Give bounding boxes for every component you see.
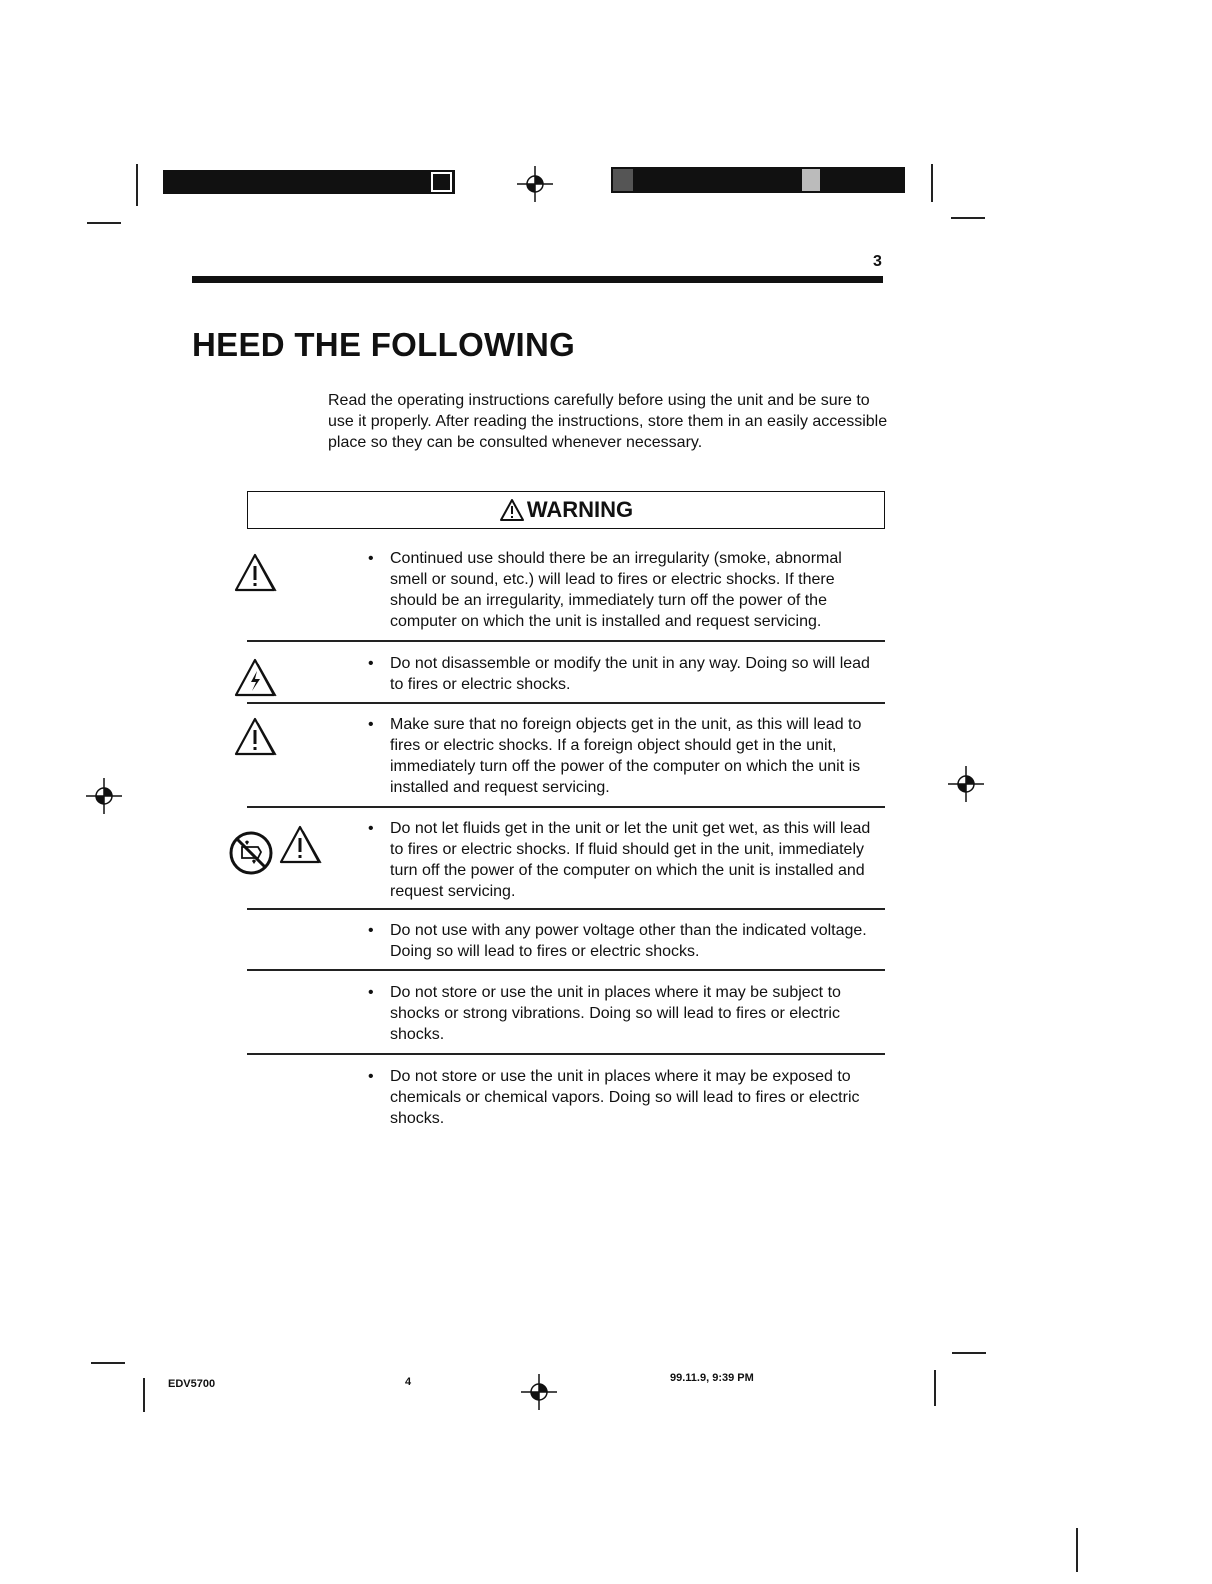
crop-mark bbox=[952, 1352, 986, 1354]
item-divider bbox=[247, 1053, 885, 1055]
crop-mark bbox=[931, 164, 933, 202]
bullet: • bbox=[368, 984, 374, 1001]
intro-paragraph: Read the operating instructions carefully before using the unit and be sure to use it properly. After reading the instructions, store them in an easily accessible place so they can be consulted whenever necessary. bbox=[328, 392, 888, 451]
warning-heading: WARNING bbox=[526, 497, 634, 522]
registration-bar-dark-block bbox=[613, 169, 633, 191]
item-divider bbox=[247, 640, 885, 642]
warning-item-text: Do not use with any power voltage other than the indicated voltage. Doing so will lead to fires or electric shocks. bbox=[390, 922, 867, 960]
footer-model: EDV5700 bbox=[168, 1378, 216, 1390]
item-divider bbox=[247, 969, 885, 971]
crop-mark bbox=[934, 1370, 936, 1406]
bullet: • bbox=[368, 820, 374, 837]
electric-shock-icon bbox=[233, 657, 277, 699]
crop-mark bbox=[136, 164, 138, 206]
registration-box bbox=[431, 172, 452, 192]
bullet: • bbox=[368, 655, 374, 672]
page-title: HEED THE FOLLOWING bbox=[192, 326, 576, 363]
caution-icon bbox=[499, 498, 525, 522]
caution-icon bbox=[233, 716, 277, 758]
registration-target-icon bbox=[948, 766, 984, 802]
header-rule bbox=[192, 276, 883, 283]
page-number: 3 bbox=[873, 253, 882, 270]
caution-icon bbox=[233, 552, 277, 594]
registration-bar-left bbox=[163, 170, 421, 194]
registration-bar-light-block bbox=[802, 169, 820, 191]
crop-mark bbox=[143, 1378, 145, 1412]
bullet: • bbox=[368, 922, 374, 939]
crop-mark bbox=[91, 1362, 125, 1364]
footer-timestamp: 99.11.9, 9:39 PM bbox=[670, 1372, 754, 1384]
crop-mark bbox=[1076, 1528, 1078, 1572]
footer-print-page: 4 bbox=[405, 1376, 412, 1388]
registration-target-icon bbox=[86, 778, 122, 814]
item-divider bbox=[247, 702, 885, 704]
bullet: • bbox=[368, 550, 374, 567]
warning-heading-box bbox=[247, 491, 885, 529]
warning-item-text: Do not let fluids get in the unit or let the unit get wet, as this will lead to fires or electric shocks. If fluid should get in the unit, immediately turn off the power of the computer on which the unit is installed and request servicing. bbox=[390, 820, 871, 900]
item-divider bbox=[247, 806, 885, 808]
registration-bar-right bbox=[611, 167, 905, 193]
warning-item-text: Continued use should there be an irregularity (smoke, abnormal smell or sound, etc.) will lead to fires or electric shocks. If there should be an irregularity, immediately turn off the power of the computer on which the unit is installed and request servicing. bbox=[390, 550, 842, 630]
caution-icon bbox=[278, 824, 322, 866]
item-divider bbox=[247, 908, 885, 910]
warning-item-text: Make sure that no foreign objects get in the unit, as this will lead to fires or electric shocks. If a foreign object should get in the unit, immediately turn off the power of the computer on which the unit is installed and request servicing. bbox=[390, 716, 862, 796]
registration-target-icon bbox=[521, 1374, 557, 1410]
bullet: • bbox=[368, 716, 374, 733]
bullet: • bbox=[368, 1068, 374, 1085]
crop-mark bbox=[951, 217, 985, 219]
warning-item-text: Do not store or use the unit in places where it may be exposed to chemicals or chemical vapors. Doing so will lead to fires or electric shocks. bbox=[390, 1068, 860, 1127]
crop-mark bbox=[87, 222, 121, 224]
warning-item-text: Do not disassemble or modify the unit in any way. Doing so will lead to fires or electric shocks. bbox=[390, 655, 870, 693]
registration-target-icon bbox=[517, 166, 553, 202]
no-water-icon bbox=[228, 830, 274, 876]
warning-item-text: Do not store or use the unit in places where it may be subject to shocks or strong vibrations. Doing so will lead to fires or electric shocks. bbox=[390, 984, 841, 1043]
